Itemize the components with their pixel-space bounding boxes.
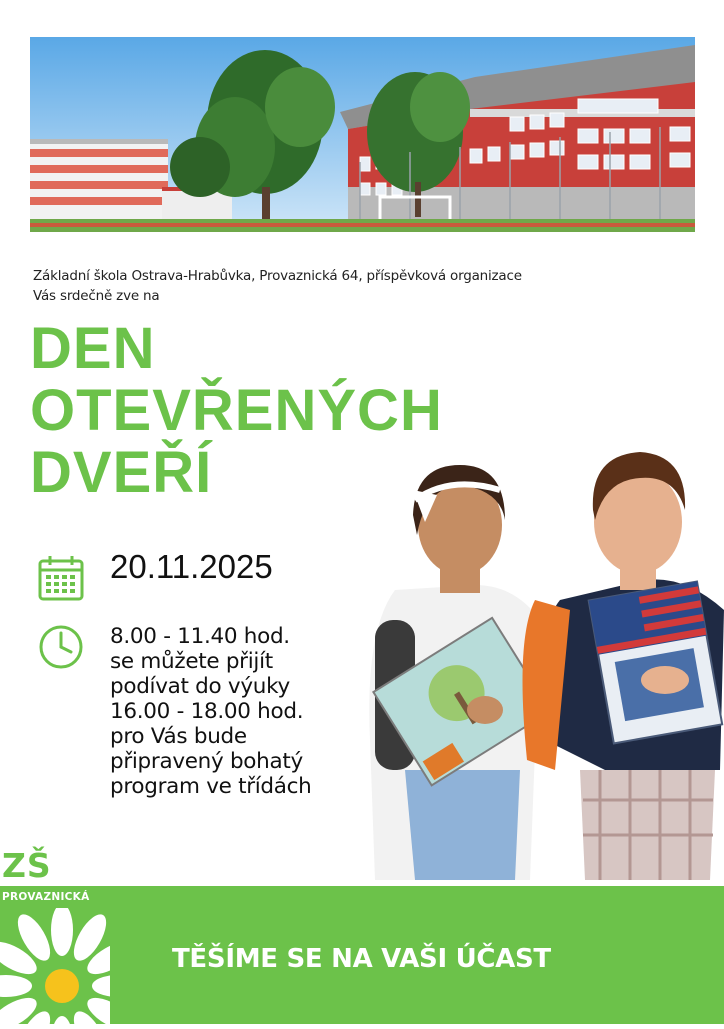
- title-line-3: DVEŘÍ: [30, 440, 213, 505]
- title-line-1: DEN: [30, 316, 156, 381]
- schedule-line: 16.00 - 18.00 hod.: [110, 699, 304, 724]
- invitation-text: Vás srdečně zve na: [33, 288, 160, 304]
- daisy-flower-icon: [0, 908, 110, 1029]
- school-building-photo: [30, 37, 695, 232]
- schedule-line: pro Vás bude: [110, 724, 247, 749]
- logo-letters: ZŠ: [2, 846, 52, 885]
- logo-subtitle: PROVAZNICKÁ: [2, 891, 90, 903]
- schedule-line: připravený bohatý: [110, 749, 303, 774]
- children-photo: [355, 440, 724, 890]
- clock-icon: [38, 624, 84, 675]
- event-date: 20.11.2025: [110, 548, 273, 585]
- schedule-line: 8.00 - 11.40 hod.: [110, 624, 290, 649]
- schedule-line: se můžete přijít: [110, 649, 273, 674]
- calendar-icon: [38, 555, 84, 606]
- footer-slogan: TĚŠÍME SE NA VAŠI ÚČAST: [172, 944, 551, 974]
- school-name: Základní škola Ostrava-Hrabůvka, Provaznická 64, příspěvková organizace: [33, 268, 522, 284]
- schedule-line: podívat do výuky: [110, 674, 290, 699]
- title-line-2: OTEVŘENÝCH: [30, 378, 443, 443]
- schedule-line: program ve třídách: [110, 774, 312, 799]
